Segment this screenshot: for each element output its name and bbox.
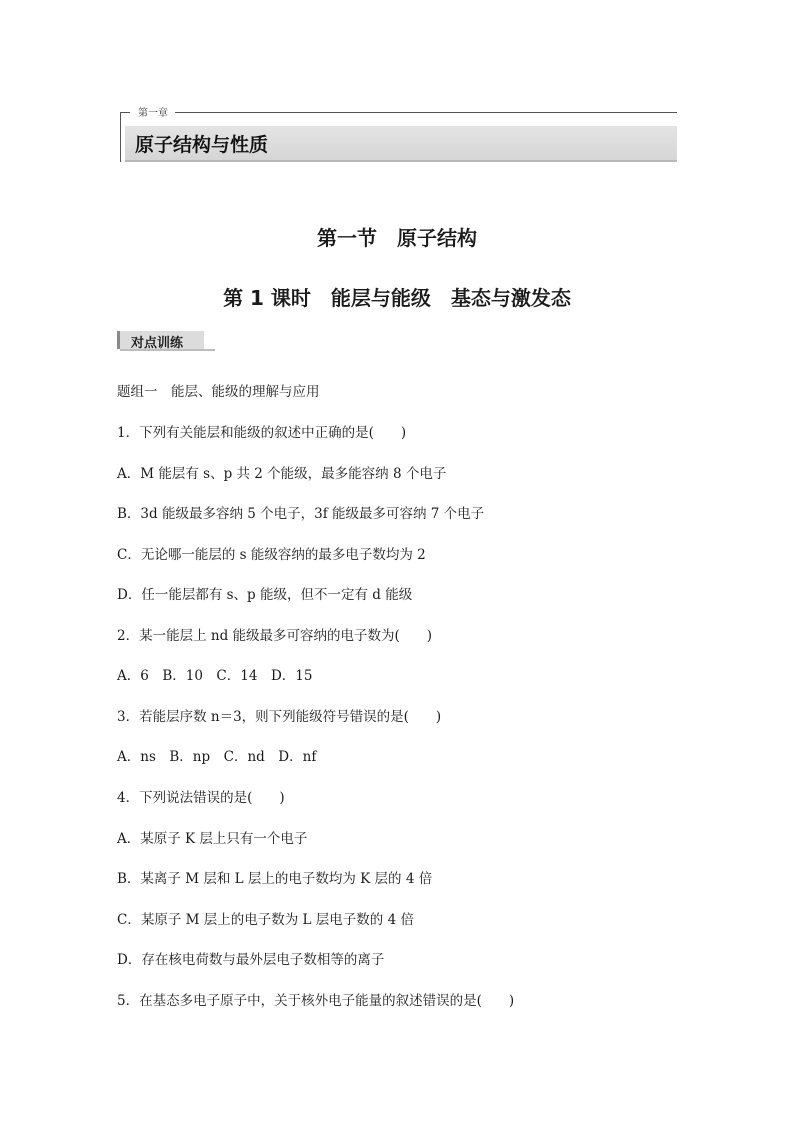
answer-options: A．6 B．10 C．14 D．15: [117, 668, 313, 684]
answer-option: D．存在核电荷数与最外层电子数相等的离子: [117, 952, 385, 968]
question-stem: 2．某一能层上 nd 能级最多可容纳的电子数为( ): [117, 628, 433, 644]
section-title: 第一节 原子结构: [317, 226, 477, 250]
chapter-label: 第一章: [135, 104, 171, 119]
answer-option: D．任一能层都有 s、p 能级，但不一定有 d 能级: [117, 587, 413, 603]
question-stem: 4．下列说法错误的是( ): [117, 790, 285, 806]
question-stem: 5．在基态多电子原子中，关于核外电子能量的叙述错误的是( ): [117, 993, 515, 1009]
answer-option: A．某原子 K 层上只有一个电子: [117, 831, 308, 847]
answer-option: C．无论哪一能层的 s 能级容纳的最多电子数均为 2: [117, 547, 426, 563]
chapter-frame-line: [120, 112, 121, 162]
practice-tag: [117, 331, 215, 353]
answer-options: A．ns B．np C．nd D．nf: [117, 749, 317, 765]
tag-label: 对点训练: [131, 336, 184, 351]
chapter-title: 原子结构与性质: [135, 134, 269, 156]
question-stem: 1．下列有关能层和能级的叙述中正确的是( ): [117, 425, 407, 441]
chapter-header: [120, 104, 677, 162]
answer-option: B．某离子 M 层和 L 层上的电子数均为 K 层的 4 倍: [117, 871, 433, 887]
chapter-frame-line: [175, 112, 677, 113]
question-group-heading: 题组一 能层、能级的理解与应用: [117, 384, 320, 400]
answer-option: B．3d 能级最多容纳 5 个电子，3f 能级最多可容纳 7 个电子: [117, 506, 485, 522]
question-stem: 3．若能层序数 n＝3，则下列能级符号错误的是( ): [117, 709, 442, 725]
answer-option: A．M 能层有 s、p 共 2 个能级，最多能容纳 8 个电子: [117, 466, 447, 482]
answer-option: C．某原子 M 层上的电子数为 L 层电子数的 4 倍: [117, 912, 414, 928]
lesson-title: 第 1 课时 能层与能级 基态与激发态: [223, 286, 571, 310]
chapter-frame-line: [120, 112, 130, 113]
chapter-band: [125, 126, 677, 162]
